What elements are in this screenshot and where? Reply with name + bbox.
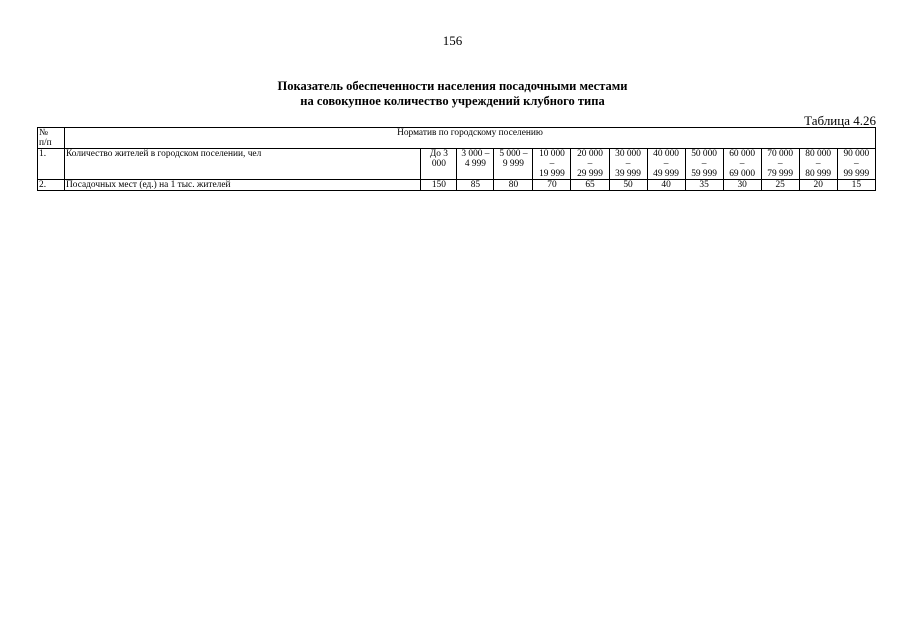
row-number: 1. <box>38 149 65 180</box>
row-label: Количество жителей в городском поселении, чел <box>65 149 421 180</box>
range-cell: 10 000 – 19 999 <box>533 149 571 180</box>
range-cell: До 3 000 <box>421 149 457 180</box>
title-line-2: на совокупное количество учреждений клубного типа <box>300 94 605 108</box>
value-cell: 25 <box>761 180 799 191</box>
range-cell: 5 000 – 9 999 <box>494 149 533 180</box>
range-cell: 60 000 – 69 000 <box>723 149 761 180</box>
title-line-1: Показатель обеспеченности населения посадочными местами <box>277 79 628 93</box>
table-row <box>38 149 876 180</box>
row-number: 2. <box>38 180 65 191</box>
range-cell: 50 000 – 59 999 <box>685 149 723 180</box>
table-row <box>38 180 876 191</box>
norms-table <box>37 127 876 191</box>
value-cell: 80 <box>494 180 533 191</box>
table-header-row <box>38 128 876 149</box>
header-number-line1: № <box>39 128 48 138</box>
document-title <box>0 79 905 109</box>
header-number-cell <box>38 128 65 149</box>
value-cell: 50 <box>609 180 647 191</box>
value-cell: 30 <box>723 180 761 191</box>
range-cell: 80 000 – 80 999 <box>799 149 837 180</box>
range-cell: 70 000 – 79 999 <box>761 149 799 180</box>
range-cell: 30 000 – 39 999 <box>609 149 647 180</box>
range-cell: 3 000 – 4 999 <box>457 149 494 180</box>
row-label: Посадочных мест (ед.) на 1 тыс. жителей <box>65 180 421 191</box>
range-cell: 20 000 – 29 999 <box>571 149 609 180</box>
range-cell: 90 000 – 99 999 <box>837 149 875 180</box>
page-number: 156 <box>442 33 463 48</box>
header-number-line2: п/п <box>39 138 52 148</box>
value-cell: 35 <box>685 180 723 191</box>
value-cell: 150 <box>421 180 457 191</box>
header-norm-cell: Норматив по городскому поселению <box>65 128 876 149</box>
value-cell: 65 <box>571 180 609 191</box>
range-cell: 40 000 – 49 999 <box>647 149 685 180</box>
value-cell: 85 <box>457 180 494 191</box>
value-cell: 70 <box>533 180 571 191</box>
value-cell: 20 <box>799 180 837 191</box>
value-cell: 40 <box>647 180 685 191</box>
value-cell: 15 <box>837 180 875 191</box>
table-caption: Таблица 4.26 <box>804 113 876 128</box>
